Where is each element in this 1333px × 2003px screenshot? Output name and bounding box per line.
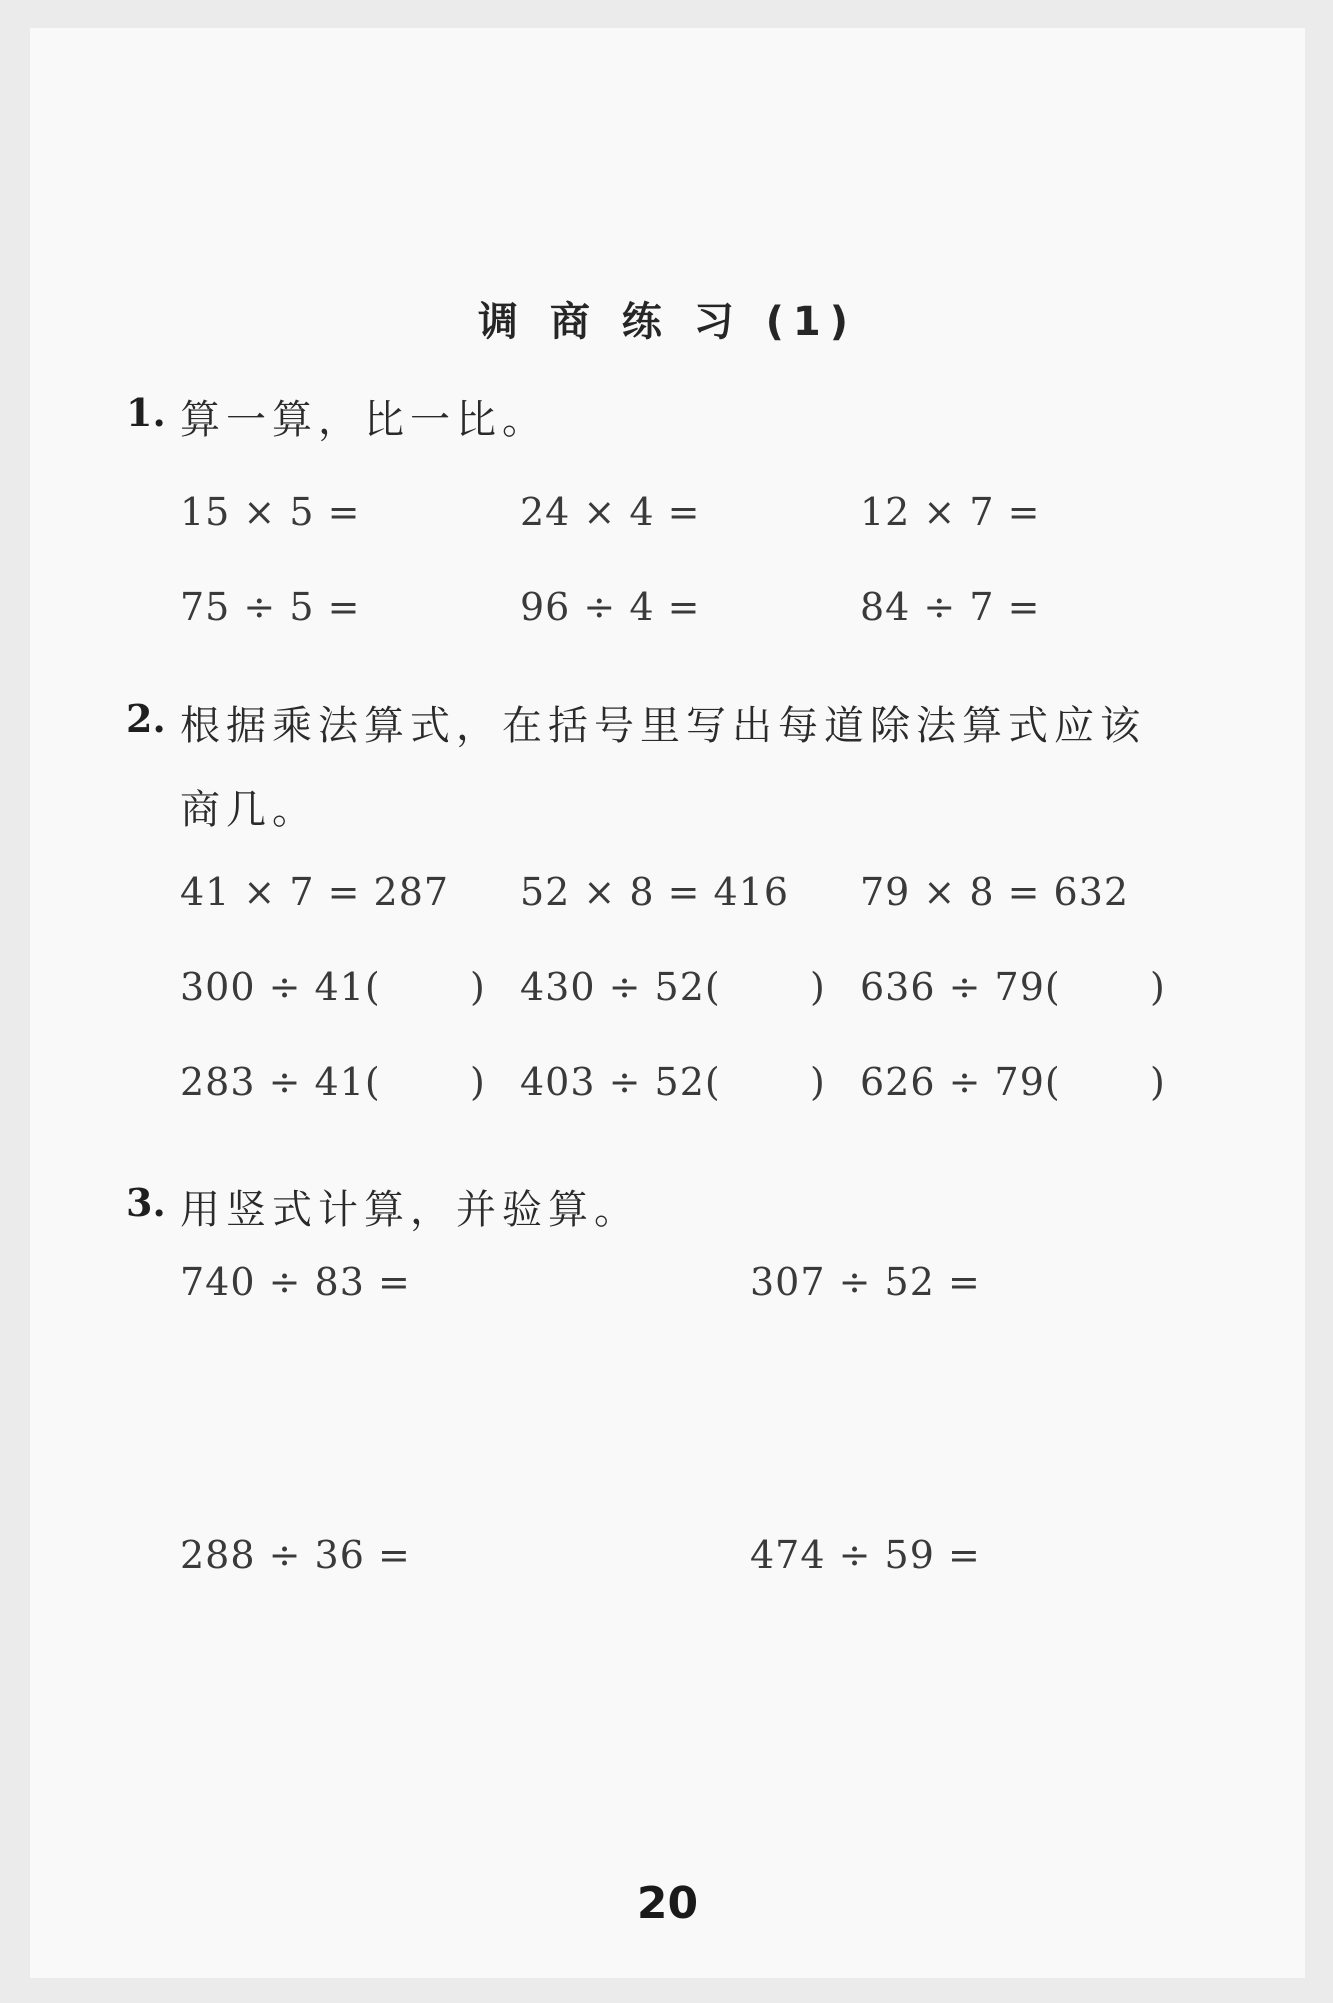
q3-expr: 740 ÷ 83 = (180, 1260, 411, 1304)
q2-number: 2. (126, 696, 166, 741)
q1-expr: 15 × 5 = (180, 490, 361, 534)
q2-answer-blank[interactable]: ) (1150, 965, 1165, 1009)
q2-product: 79 × 8 = 632 (860, 870, 1130, 914)
q3-expr: 474 ÷ 59 = (750, 1533, 981, 1577)
worksheet-page (30, 28, 1305, 1978)
q2-division: 403 ÷ 52( (520, 1060, 721, 1104)
q1-expr: 96 ÷ 4 = (520, 585, 701, 629)
q1-expr: 75 ÷ 5 = (180, 585, 361, 629)
q2-instruction-line2: 商几。 (180, 787, 318, 833)
q2-answer-blank[interactable]: ) (810, 965, 825, 1009)
q3-expr: 307 ÷ 52 = (750, 1260, 981, 1304)
q1-expr: 12 × 7 = (860, 490, 1041, 534)
q3-instruction: 用竖式计算，并验算。 (180, 1187, 640, 1233)
q2-product: 52 × 8 = 416 (520, 870, 790, 914)
q1-expr: 24 × 4 = (520, 490, 701, 534)
q1-number: 1. (126, 390, 166, 435)
q2-division: 430 ÷ 52( (520, 965, 721, 1009)
q2-answer-blank[interactable]: ) (470, 965, 485, 1009)
q2-division: 300 ÷ 41( (180, 965, 381, 1009)
page-number: 20 (636, 1878, 699, 1929)
q2-answer-blank[interactable]: ) (1150, 1060, 1165, 1104)
q1-instruction: 算一算，比一比。 (180, 397, 548, 443)
q2-answer-blank[interactable]: ) (470, 1060, 485, 1104)
q2-division: 636 ÷ 79( (860, 965, 1061, 1009)
q3-number: 3. (126, 1180, 166, 1225)
q2-answer-blank[interactable]: ) (810, 1060, 825, 1104)
q2-division: 626 ÷ 79( (860, 1060, 1061, 1104)
page-title: 调 商 练 习 (1) (477, 299, 858, 345)
q2-instruction-line1: 根据乘法算式，在括号里写出每道除法算式应该 (180, 703, 1146, 749)
q2-product: 41 × 7 = 287 (180, 870, 450, 914)
q2-division: 283 ÷ 41( (180, 1060, 381, 1104)
q1-expr: 84 ÷ 7 = (860, 585, 1041, 629)
q3-expr: 288 ÷ 36 = (180, 1533, 411, 1577)
